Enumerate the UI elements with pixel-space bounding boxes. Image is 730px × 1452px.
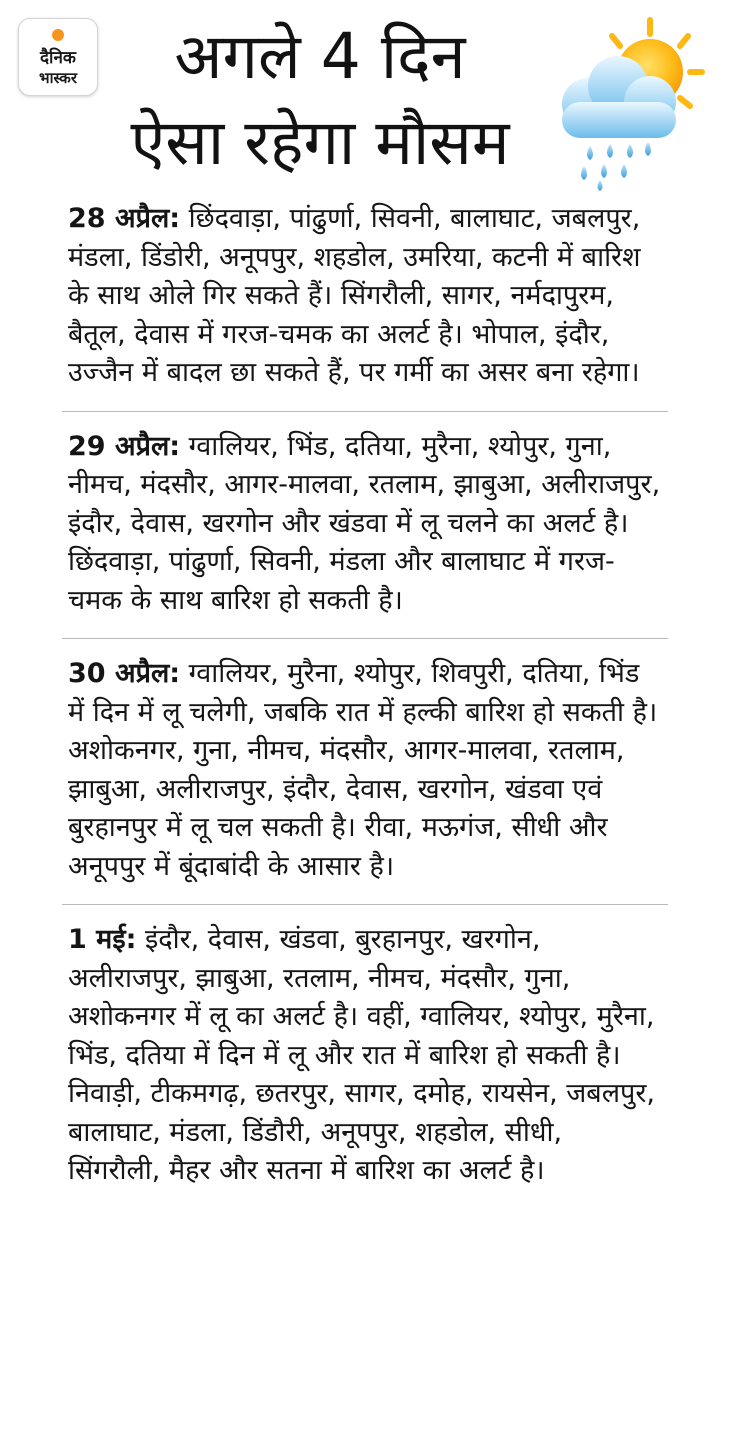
forecast-paragraph xyxy=(62,200,668,393)
forecast-paragraph xyxy=(62,655,668,886)
forecast-day-1 xyxy=(62,200,668,393)
logo-line2: भास्कर xyxy=(39,69,77,87)
divider xyxy=(62,904,668,905)
title-line1: अगले 4 दिन xyxy=(174,20,466,93)
title-line2: ऐसा रहेगा मौसम xyxy=(130,106,510,179)
forecast-paragraph xyxy=(62,428,668,621)
forecast-paragraph xyxy=(62,921,668,1191)
forecast-text: ग्वालियर, मुरैना, श्योपुर, शिवपुरी, दतिया, भिंड में दिन में लू चलेगी, जबकि रात में हल्की बारिश हो सकती है। अशोकनगर, गुना, नीमच, मंदसौर, आगर-मालवा, रतलाम, झाबुआ, अलीराजपुर, इंदौर, देवास, खरगोन, खंडवा एवं बुरहानपुर में लू चल सकती है। रीवा, मऊगंज, सीधी और अनूपपुर में बूंदाबांदी के आसार है। xyxy=(68,658,658,882)
rain-drops xyxy=(581,142,651,191)
forecast-text: इंदौर, देवास, खंडवा, बुरहानपुर, खरगोन, अलीराजपुर, झाबुआ, रतलाम, नीमच, मंदसौर, गुना, अशोकनगर में लू का अलर्ट है। वहीं, ग्वालियर, श्योपुर, मुरैना, भिंड, दतिया में दिन में लू और रात में बारिश हो सकती है। निवाड़ी, टीकमगढ़, छतरपुर, सागर, दमोह, रायसेन, जबलपुर, बालाघाट, मंडला, डिंडौरी, अनूपपुर, शहडोल, सीधी, सिंगरौली, मैहर और सतना में बारिश का अलर्ट है। xyxy=(68,924,655,1186)
forecast-day-3 xyxy=(62,655,668,886)
dainik-bhaskar-logo xyxy=(18,18,98,96)
forecast-list xyxy=(0,200,730,1191)
forecast-date: 30 अप्रैल: xyxy=(68,658,181,689)
forecast-date: 1 मई: xyxy=(68,924,137,955)
forecast-date: 29 अप्रैल: xyxy=(68,430,181,462)
divider xyxy=(62,638,668,639)
sun-cloud-rain-icon xyxy=(550,14,712,196)
divider xyxy=(62,411,668,412)
forecast-day-2 xyxy=(62,428,668,621)
forecast-date: 28 अप्रैल: xyxy=(68,203,181,234)
page-title xyxy=(100,14,540,186)
logo-line1: दैनिक xyxy=(40,48,76,68)
logo-sun-dot xyxy=(52,29,64,41)
forecast-text: ग्वालियर, भिंड, दतिया, मुरैना, श्योपुर, गुना, नीमच, मंदसौर, आगर-मालवा, रतलाम, झाबुआ, अलीराजपुर, इंदौर, देवास, खरगोन और खंडवा में लू चलने का अलर्ट है। छिंदवाड़ा, पांढुर्णा, सिवनी, मंडला और बालाघाट में गरज-चमक के साथ बारिश हो सकती है। xyxy=(68,430,661,616)
forecast-day-4 xyxy=(62,921,668,1191)
forecast-text: छिंदवाड़ा, पांढुर्णा, सिवनी, बालाघाट, जबलपुर, मंडला, डिंडोरी, अनूपपुर, शहडोल, उमरिया, कटनी में बारिश के साथ ओले गिर सकते हैं। सिंगरौली, सागर, नर्मदापुरम, बैतूल, देवास में गरज-चमक का अलर्ट है। भोपाल, इंदौर, उज्जैन में बादल छा सकते हैं, पर गर्मी का असर बना रहेगा। xyxy=(68,203,641,388)
